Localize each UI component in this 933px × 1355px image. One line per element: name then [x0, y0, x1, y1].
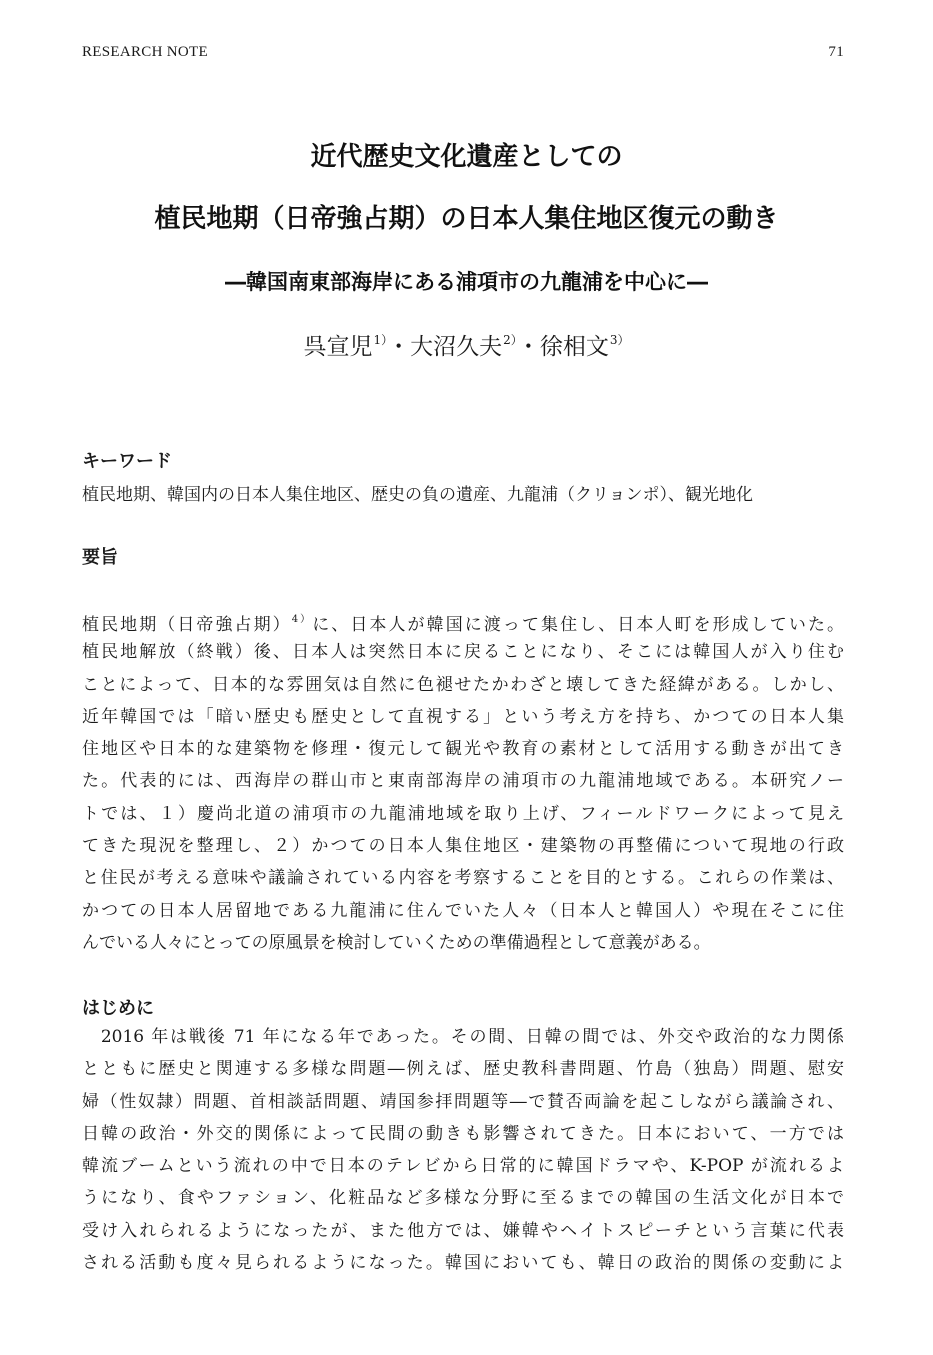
keywords-heading: キーワード [82, 451, 172, 472]
introduction-line: とともに歴史と関連する多様な問題―例えば、歴史教科書問題、竹島（独島）問題、慰安 [82, 1059, 844, 1080]
keywords-text: 植民地期、韓国内の日本人集住地区、歴史の負の遺産、九龍浦（クリョンポ）、観光地化 [82, 485, 753, 505]
introduction-line: 韓流ブームという流れの中で日本のテレビから日常的に韓国ドラマや、K-POP が流れるよ [82, 1156, 844, 1177]
author-footnote-mark: 2） [503, 333, 517, 347]
abstract-line: トでは、１）慶尚北道の浦項市の九龍浦地域を取り上げ、フィールドワークによって見え [82, 803, 844, 824]
abstract-line: かつての日本人居留地である九龍浦に住んでいた人々（日本人と韓国人）や現在そこに住 [82, 900, 844, 921]
abstract-line: んでいる人々にとっての原風景を検討していくための準備過程として意義がある。 [82, 932, 711, 953]
abstract-line: と住民が考える意味や議論されている内容を考察することを目的とする。これらの作業は、 [82, 868, 844, 889]
author-footnote-mark: 1） [373, 333, 388, 347]
introduction-line: される活動も度々見られるようになった。韓国においても、韓日の政治的関係の変動によ [82, 1253, 844, 1274]
introduction-body [82, 1021, 844, 1279]
author-list [0, 328, 933, 361]
abstract-text: 植民地期（日帝強占期） [82, 615, 292, 635]
running-head [82, 44, 844, 64]
subtitle: ―韓国南東部海岸にある浦項市の九龍浦を中心に― [225, 270, 708, 294]
author-name: 徐相文 [539, 334, 609, 360]
introduction-line: 日韓の政治・外交的関係によって民間の動きも影響されてきた。日本において、一方では [82, 1123, 844, 1144]
author-name: 呉宣児 [303, 334, 373, 360]
abstract-text: に、日本人が韓国に渡って集住し、日本人町を形成していた。 [312, 615, 845, 635]
abstract-line: ことによって、日本的な雰囲気は自然に色褪せたかわざと壊してきた経緯がある。しかし、 [82, 674, 844, 695]
introduction-line: 婦（性奴隷）問題、首相談話問題、靖国参拝問題等―で賛否両論を起こしながら議論され、 [82, 1091, 844, 1112]
abstract-line: 植民地解放（終戦）後、日本人は突然日本に戻ることになり、そこには韓国人が入り住む [82, 642, 844, 663]
abstract-heading: 要旨 [82, 547, 118, 568]
title-line-2: 植民地期（日帝強占期）の日本人集住地区復元の動き [154, 204, 779, 234]
introduction-line: 受け入れられるようになったが、また他方では、嫌韓やヘイトスピーチという言葉に代表 [82, 1220, 844, 1241]
abstract-line: 近年韓国では「暗い歴史も歴史として直視する」という考え方を持ち、かつての日本人集 [82, 706, 844, 727]
introduction-heading: はじめに [82, 998, 154, 1019]
author-separator: ・ [516, 334, 540, 360]
abstract-line: てきた現況を整理し、２）かつての日本人集住地区・建築物の再整備について現地の行政 [82, 836, 844, 857]
author-separator: ・ [387, 334, 411, 360]
introduction-line: うになり、食やファション、化粧品など多様な分野に至るまでの韓国の生活文化が日本で [82, 1188, 844, 1209]
running-head-label: RESEARCH NOTE [82, 44, 208, 60]
author-footnote-mark: 3） [609, 333, 630, 347]
introduction-line: 2016 年は戦後 71 年になる年であった。その間、日韓の間では、外交や政治的な力関係 [82, 1027, 844, 1047]
title-line-1: 近代歴史文化遺産としての [310, 142, 623, 172]
abstract-line: た。代表的には、西海岸の群山市と東南部海岸の浦項市の九龍浦地域である。本研究ノー [82, 771, 844, 792]
abstract-body [82, 604, 844, 959]
page-number: 71 [828, 44, 844, 60]
author-name: 大沼久夫 [410, 334, 503, 360]
footnote-mark: 4） [291, 614, 313, 625]
abstract-line: 住地区や日本的な建築物を修理・復元して観光や教育の素材として活用する動きが出てき [82, 739, 844, 760]
abstract-line [82, 604, 844, 636]
